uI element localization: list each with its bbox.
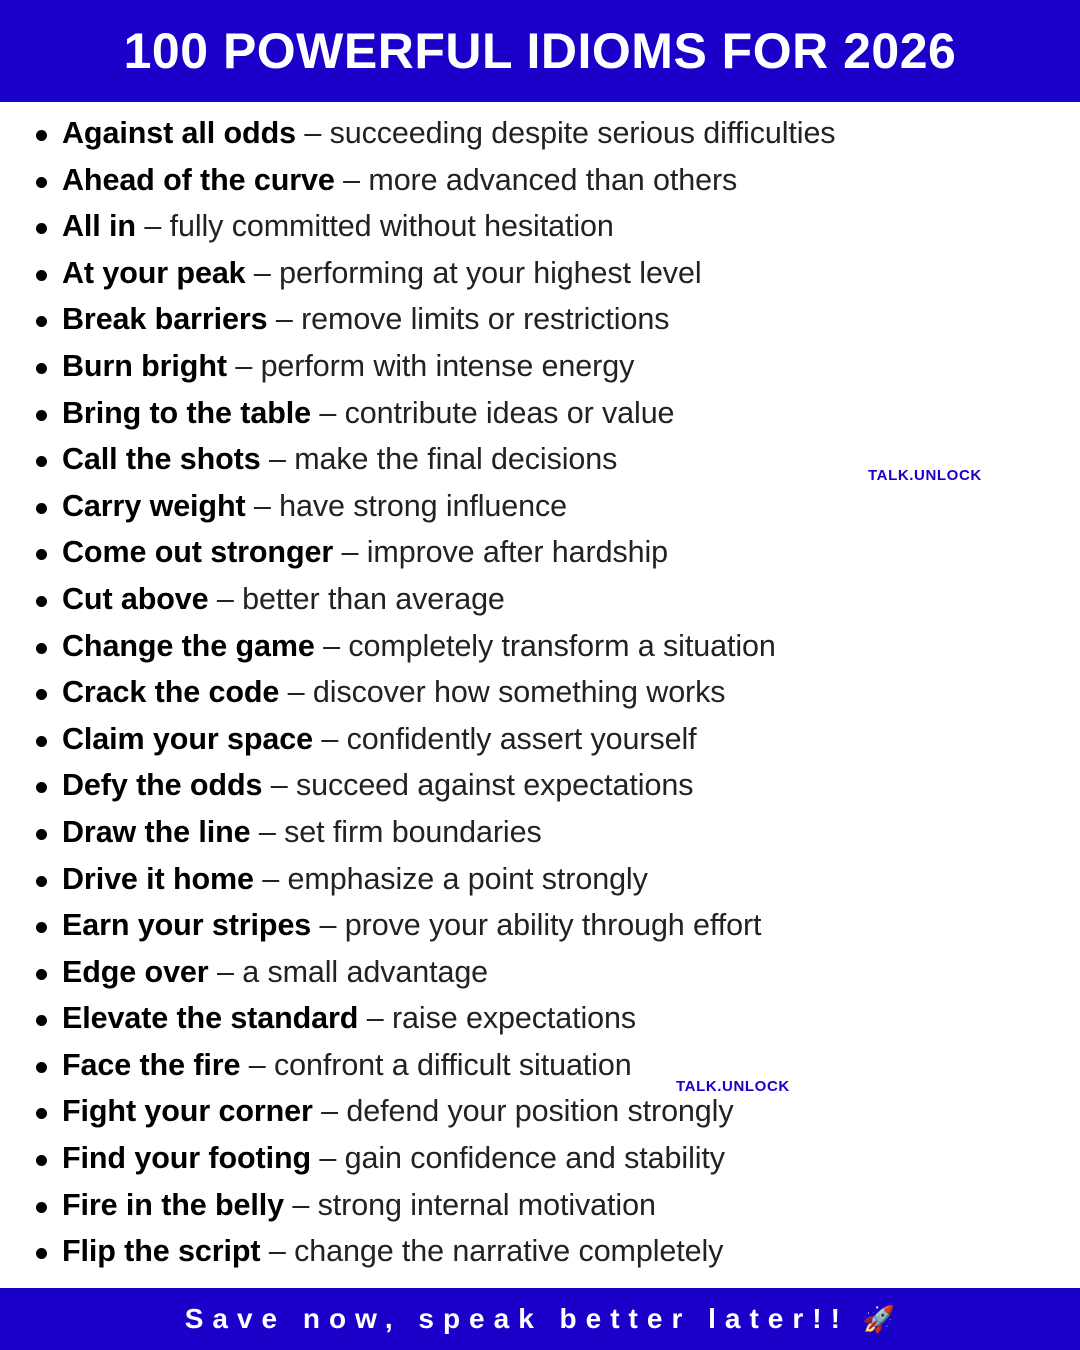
idiom-meaning: change the narrative completely bbox=[294, 1234, 724, 1269]
idiom-dash: – bbox=[253, 488, 271, 523]
list-item bbox=[18, 762, 1070, 809]
idiom-meaning: defend your position strongly bbox=[346, 1094, 734, 1129]
list-item bbox=[18, 203, 1070, 250]
rocket-icon: 🚀 bbox=[862, 1304, 896, 1334]
idiom-dash: – bbox=[292, 1187, 310, 1222]
list-item bbox=[18, 483, 1070, 530]
idiom-term: Earn your stripes bbox=[62, 908, 312, 943]
idiom-meaning: better than average bbox=[242, 581, 505, 616]
idiom-meaning: discover how something works bbox=[312, 675, 726, 710]
idiom-term: Flip the script bbox=[62, 1234, 261, 1269]
idiom-meaning: fully committed without hesitation bbox=[169, 209, 614, 244]
list-item bbox=[18, 669, 1070, 716]
list-item bbox=[18, 296, 1070, 343]
list-item bbox=[18, 110, 1070, 157]
idiom-dash: – bbox=[268, 442, 286, 477]
list-item bbox=[18, 576, 1070, 623]
idiom-dash: – bbox=[262, 861, 280, 896]
idiom-meaning: confidently assert yourself bbox=[346, 721, 697, 756]
list-item bbox=[18, 1088, 1070, 1135]
idiom-term: Defy the odds bbox=[62, 768, 263, 803]
list-item bbox=[18, 343, 1070, 390]
idiom-dash: – bbox=[321, 721, 339, 756]
idiom-dash: – bbox=[268, 1234, 286, 1269]
idiom-term: Cut above bbox=[62, 581, 209, 616]
idiom-meaning: remove limits or restrictions bbox=[301, 302, 670, 337]
idiom-meaning: make the final decisions bbox=[294, 442, 618, 477]
idiom-term: Edge over bbox=[62, 954, 209, 989]
idiom-meaning: have strong influence bbox=[279, 488, 568, 523]
idiom-meaning: confront a difficult situation bbox=[274, 1047, 632, 1082]
idiom-meaning: completely transform a situation bbox=[348, 628, 776, 663]
list-item bbox=[18, 1228, 1070, 1275]
footer-bar bbox=[0, 1288, 1080, 1350]
idiom-term: Face the fire bbox=[62, 1047, 241, 1082]
idiom-dash: – bbox=[248, 1047, 266, 1082]
idiom-term: Drive it home bbox=[62, 861, 254, 896]
idiom-meaning: emphasize a point strongly bbox=[287, 861, 648, 896]
watermark-brand: TALK.UNLOCK bbox=[676, 1078, 790, 1095]
page-title: 100 POWERFUL IDIOMS FOR 2026 bbox=[123, 23, 957, 79]
idiom-dash: – bbox=[253, 255, 271, 290]
idiom-dash: – bbox=[216, 954, 234, 989]
idiom-term: Call the shots bbox=[62, 442, 261, 477]
list-item bbox=[18, 390, 1070, 437]
idiom-dash: – bbox=[319, 908, 337, 943]
header-bar bbox=[0, 0, 1080, 102]
idiom-term: Bring to the table bbox=[62, 395, 311, 430]
idiom-dash: – bbox=[323, 628, 340, 663]
list-item bbox=[18, 1135, 1070, 1182]
list-item bbox=[18, 809, 1070, 856]
idiom-dash: – bbox=[235, 348, 253, 383]
idiom-term: Change the game bbox=[62, 628, 315, 663]
idiom-dash: – bbox=[216, 581, 234, 616]
idiom-term: Fire in the belly bbox=[62, 1187, 285, 1222]
list-item bbox=[18, 902, 1070, 949]
idiom-term: All in bbox=[62, 209, 136, 244]
idiom-term: Draw the line bbox=[62, 814, 251, 849]
idiom-dash: – bbox=[258, 814, 276, 849]
idiom-term: Claim your space bbox=[62, 721, 313, 756]
idiom-dash: – bbox=[321, 1094, 339, 1129]
idiom-meaning: perform with intense energy bbox=[260, 348, 635, 383]
idiom-dash: – bbox=[319, 395, 337, 430]
list-item bbox=[18, 949, 1070, 996]
idiom-list bbox=[18, 110, 1070, 1275]
footer-text: Save now, speak better later!! bbox=[184, 1303, 849, 1334]
list-item bbox=[18, 623, 1070, 670]
idiom-dash: – bbox=[304, 116, 322, 150]
idiom-term: At your peak bbox=[62, 255, 246, 290]
idiom-meaning: prove your ability through effort bbox=[344, 908, 762, 943]
idiom-term: Find your footing bbox=[62, 1141, 312, 1176]
idiom-meaning: performing at your highest level bbox=[279, 255, 702, 290]
list-item bbox=[18, 856, 1070, 903]
idiom-term: Ahead of the curve bbox=[62, 162, 335, 197]
list-item bbox=[18, 1182, 1070, 1229]
idiom-dash: – bbox=[287, 675, 305, 710]
list-item bbox=[18, 1042, 1070, 1089]
idiom-dash: – bbox=[366, 1001, 384, 1036]
idiom-dash: – bbox=[270, 768, 288, 803]
idiom-term: Fight your corner bbox=[62, 1094, 313, 1129]
idiom-meaning: gain confidence and stability bbox=[344, 1141, 725, 1176]
idiom-meaning: improve after hardship bbox=[366, 535, 669, 570]
idiom-meaning: succeed against expectations bbox=[296, 768, 694, 803]
idiom-term: Burn bright bbox=[62, 348, 227, 383]
idiom-dash: – bbox=[275, 302, 293, 337]
idiom-term: Elevate the standard bbox=[62, 1001, 359, 1036]
idiom-meaning: set firm boundaries bbox=[284, 814, 542, 849]
idiom-term: Crack the code bbox=[62, 675, 280, 710]
idiom-term: Come out stronger bbox=[62, 535, 334, 570]
idiom-meaning: more advanced than others bbox=[368, 162, 738, 197]
idiom-dash: – bbox=[319, 1141, 337, 1176]
watermark-brand: TALK.UNLOCK bbox=[868, 467, 982, 484]
idiom-term: Against all odds bbox=[62, 116, 296, 150]
idiom-term: Carry weight bbox=[62, 488, 246, 523]
idiom-meaning: strong internal motivation bbox=[317, 1187, 656, 1222]
list-item bbox=[18, 716, 1070, 763]
idiom-meaning: a small advantage bbox=[242, 954, 489, 989]
list-item bbox=[18, 995, 1070, 1042]
list-item bbox=[18, 529, 1070, 576]
idiom-meaning: raise expectations bbox=[391, 1001, 637, 1036]
idiom-meaning: contribute ideas or value bbox=[344, 395, 675, 430]
idiom-term: Break barriers bbox=[62, 302, 268, 337]
idiom-content bbox=[0, 102, 1080, 1288]
idiom-meaning: succeeding despite serious difficulties bbox=[329, 116, 836, 150]
list-item bbox=[18, 157, 1070, 204]
idiom-dash: – bbox=[343, 162, 361, 197]
idiom-dash: – bbox=[144, 209, 162, 244]
idiom-dash: – bbox=[341, 535, 359, 570]
list-item bbox=[18, 250, 1070, 297]
